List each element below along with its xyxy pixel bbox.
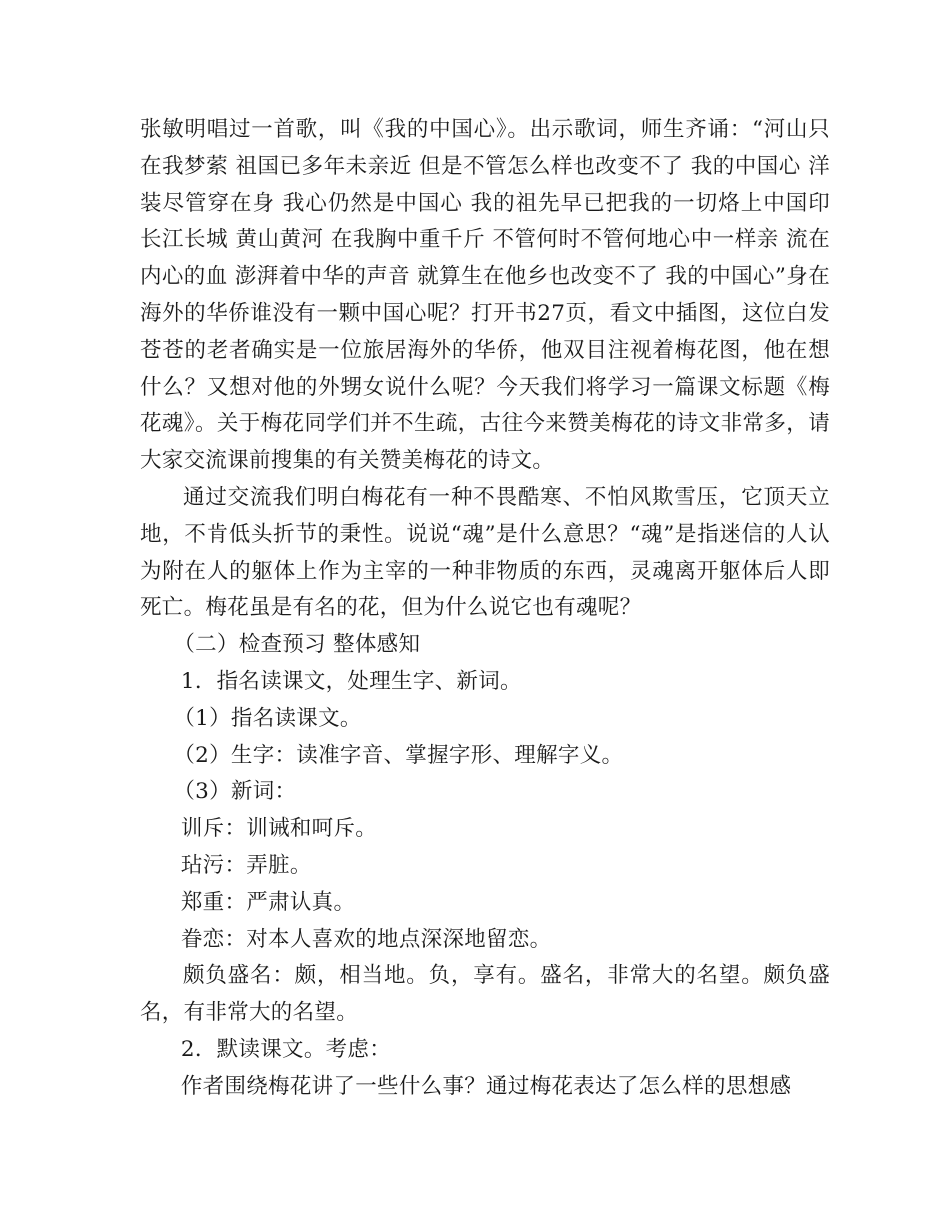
vocab-item: 眷恋：对本人喜欢的地点深深地留恋。 bbox=[180, 926, 552, 952]
vocab-item: 训斥：训诫和呵斥。 bbox=[180, 816, 378, 842]
step-1: 1．指名读课文，处理生字、新词。 bbox=[180, 668, 522, 694]
document-page bbox=[140, 112, 830, 1106]
intro-paragraph: 张敏明唱过一首歌，叫《我的中国心》。出示歌词，师生齐诵：“河山只在我梦萦 祖国已多年未亲近 但是不管怎么样也改变不了 我的中国心 洋装尽管穿在身 我心仍然是中国心 我的祖先早已把我的一切烙上中国印 长江长城 黄山黄河 在我胸中重千斤 不管何时不管何地心中一样亲 流在内心的血 澎湃着中华的声音 就算生在他乡也改变不了 我的中国心”身在海外的华侨谁没有一颗中国心呢？打开书27页，看文中插图，这位白发苍苍的老者确实是一位旅居海外的华侨，他双目注视着梅花图，他在想什么？又想对他的外甥女说什么呢？今天我们将学习一篇课文标题《梅花魂》。关于梅花同学们并不生疏，古往今来赞美梅花的诗文非常多，请大家交流课前搜集的有关赞美梅花的诗文。 bbox=[140, 117, 830, 474]
sub-item-new-characters: （2）生字：读准字音、掌握字形、理解字义。 bbox=[173, 742, 624, 768]
sub-item-read-aloud: （1）指名读课文。 bbox=[173, 705, 362, 731]
sub-item-new-words: （3）新词： bbox=[173, 779, 297, 805]
vocab-item-long: 颇负盛名：颇，相当地。负，享有。盛名，非常大的名望。颇负盛名，有非常大的名望。 bbox=[140, 963, 830, 1026]
soul-meaning-paragraph: 通过交流我们明白梅花有一种不畏酷寒、不怕风欺雪压，它顶天立地，不肯低头折节的秉性。说说“魂”是什么意思？“魂”是指迷信的人认为附在人的躯体上作为主宰的一种非物质的东西，灵魂离开躯体后人即死亡。梅花虽是有名的花，但为什么说它也有魂呢？ bbox=[140, 484, 830, 621]
question-line: 作者围绕梅花讲了一些什么事？通过梅花表达了怎么样的思想感 bbox=[180, 1073, 792, 1099]
step-2: 2．默读课文。考虑： bbox=[180, 1036, 392, 1062]
vocab-item: 郑重：严肃认真。 bbox=[180, 889, 356, 915]
vocab-item: 玷污：弄脏。 bbox=[180, 852, 312, 878]
section-heading: （二）检查预习 整体感知 bbox=[173, 632, 421, 658]
